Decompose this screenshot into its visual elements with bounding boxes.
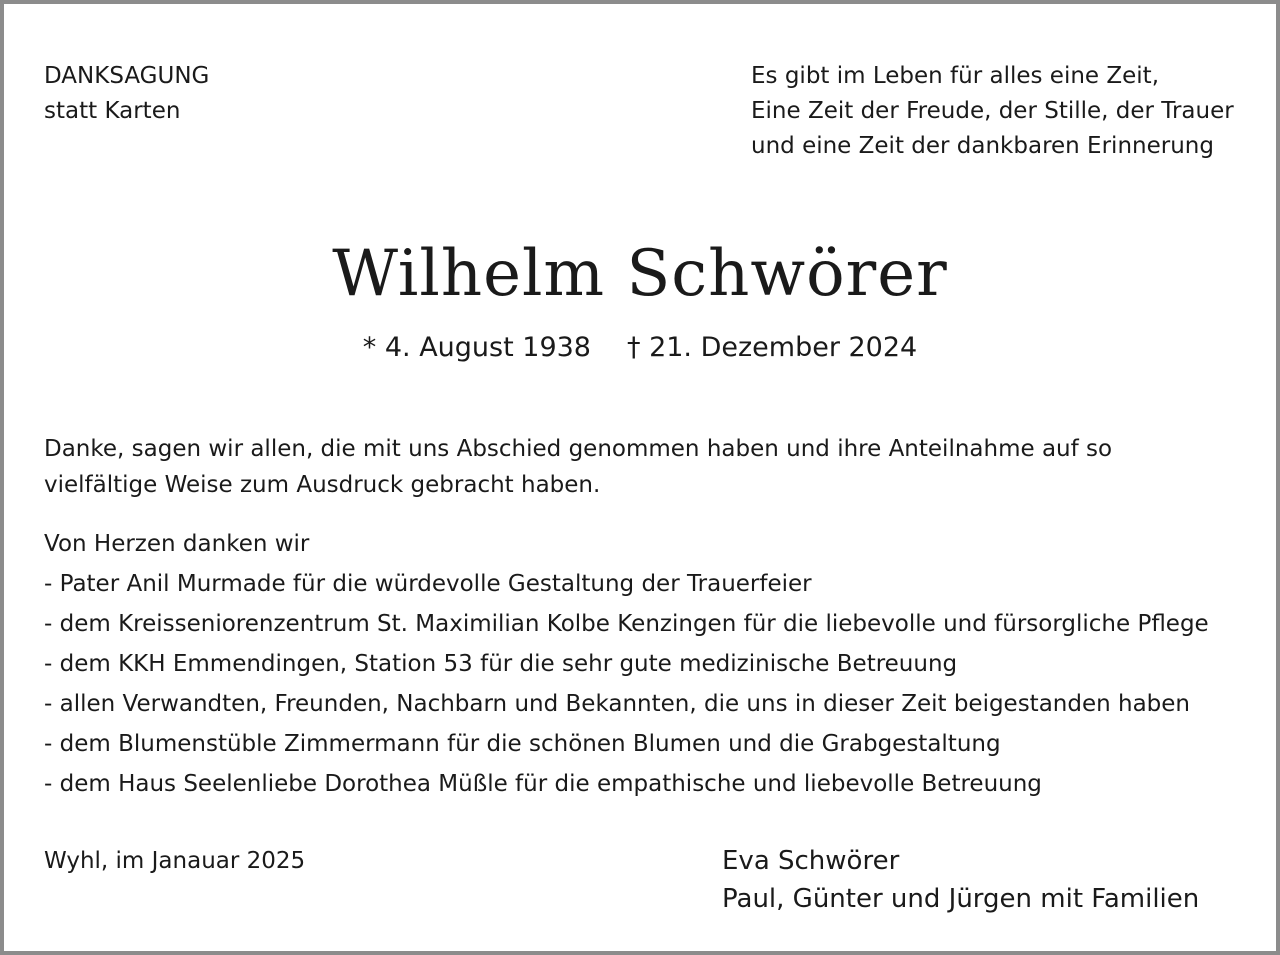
quote-line: Es gibt im Leben für alles eine Zeit, bbox=[751, 63, 1160, 89]
subheading-statt-karten: statt Karten bbox=[44, 98, 181, 124]
quote-line: und eine Zeit der dankbaren Erinnerung bbox=[751, 133, 1214, 159]
list-item: - Pater Anil Murmade für die würdevolle Gestaltung der Trauerfeier bbox=[44, 571, 812, 597]
signatures bbox=[722, 842, 1199, 918]
quote-block bbox=[751, 59, 1234, 164]
signature-line: Paul, Günter und Jürgen mit Familien bbox=[722, 884, 1200, 914]
signature-line: Eva Schwörer bbox=[722, 846, 900, 876]
gratitude-list bbox=[44, 524, 1209, 804]
list-item: - allen Verwandten, Freunden, Nachbarn und Bekannten, die uns in dieser Zeit beigestanden haben bbox=[44, 691, 1191, 717]
list-item: - dem Blumenstüble Zimmermann für die schönen Blumen und die Grabgestaltung bbox=[44, 731, 1001, 757]
death-date: † 21. Dezember 2024 bbox=[626, 332, 918, 363]
quote-line: Eine Zeit der Freude, der Stille, der Trauer bbox=[751, 98, 1234, 124]
list-item: - dem KKH Emmendingen, Station 53 für die sehr gute medizinische Betreuung bbox=[44, 651, 958, 677]
list-item: - dem Haus Seelenliebe Dorothea Müßle für die empathische und liebevolle Betreuung bbox=[44, 771, 1042, 797]
thanks-line: Danke, sagen wir allen, die mit uns Abschied genommen haben und ihre Anteilnahme auf so bbox=[44, 436, 1113, 462]
list-item: - dem Kreisseniorenzentrum St. Maximilian Kolbe Kenzingen für die liebevolle und fürsorgliche Pflege bbox=[44, 611, 1209, 637]
deceased-name: Wilhelm Schwörer bbox=[332, 237, 948, 311]
place-date: Wyhl, im Janauar 2025 bbox=[44, 848, 306, 874]
thanks-line: vielfältige Weise zum Ausdruck gebracht haben. bbox=[44, 472, 601, 498]
heading-danksagung: DANKSAGUNG bbox=[44, 63, 210, 89]
header-left bbox=[44, 59, 209, 129]
thanks-paragraph bbox=[44, 432, 1204, 504]
life-dates bbox=[4, 328, 1276, 368]
gratitude-intro: Von Herzen danken wir bbox=[44, 531, 310, 557]
birth-date: * 4. August 1938 bbox=[362, 332, 591, 363]
